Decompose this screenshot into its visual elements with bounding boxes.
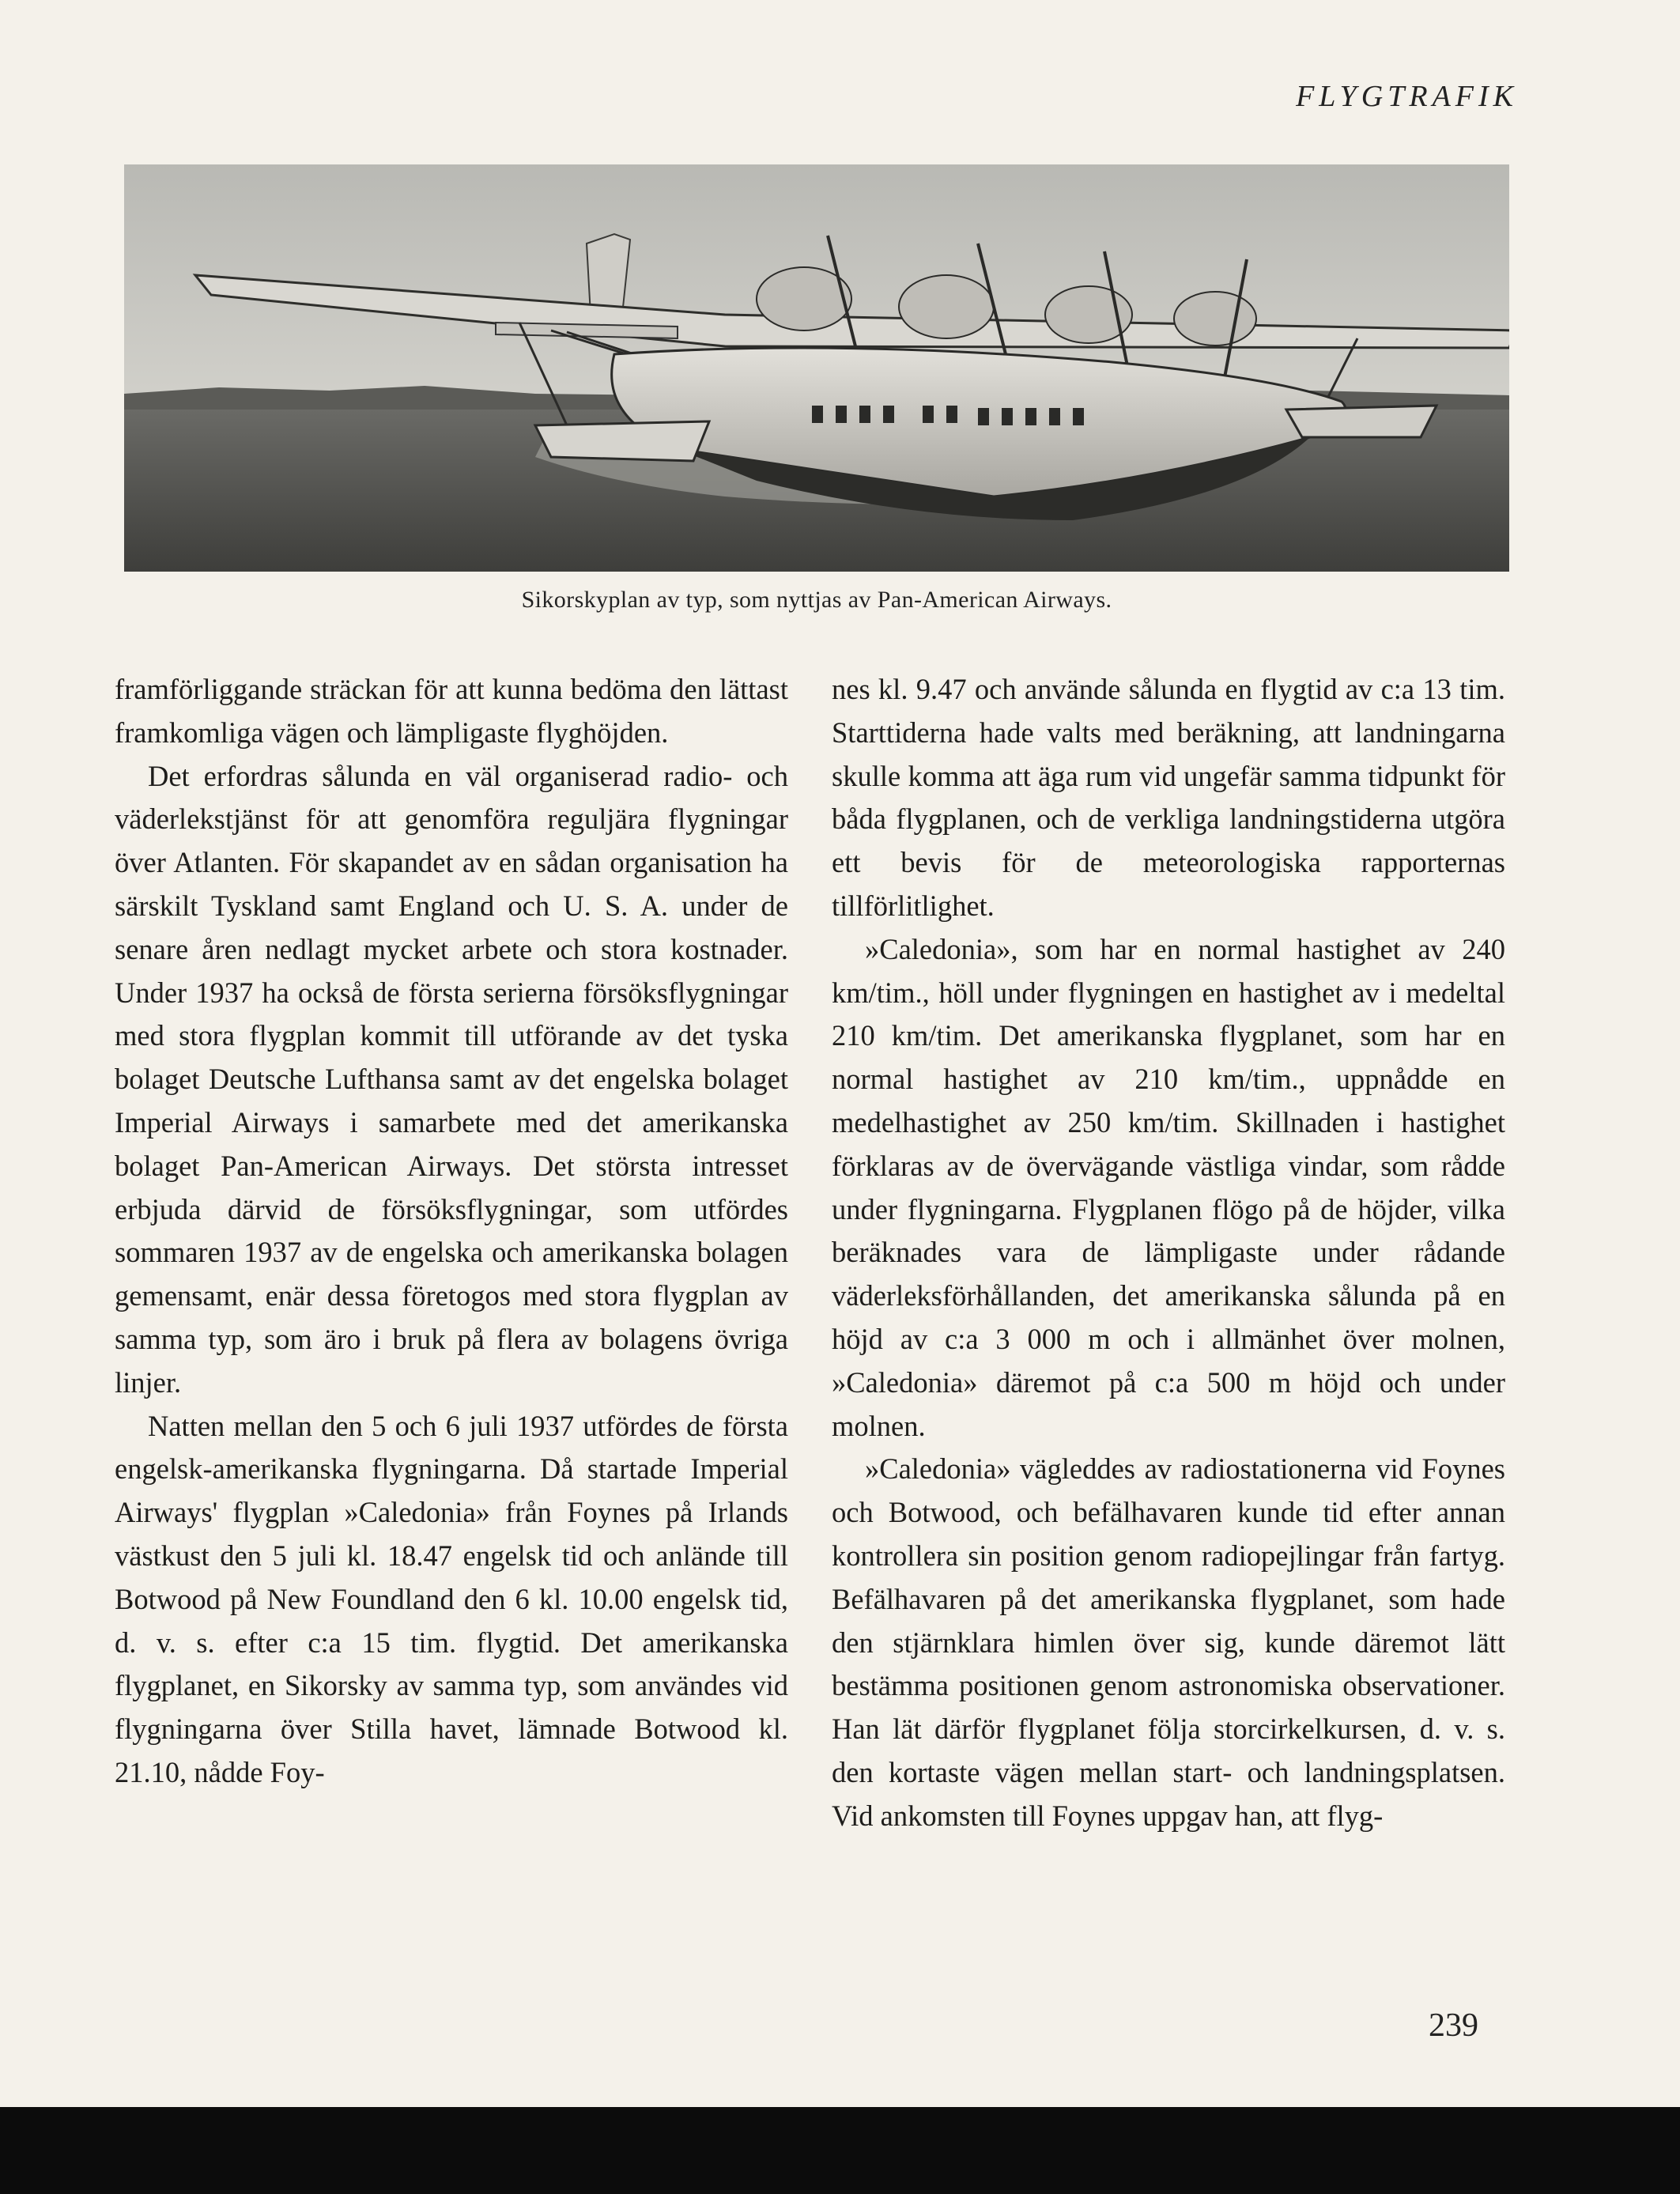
- left-text-column: [115, 668, 788, 1795]
- paragraph: »Caledonia», som har en normal hastighet av 240 km/tim., höll under flygningen en hastighet av i medeltal 210 km/tim. Det amerikanska flygplanet, som har en normal hastighet av 210 km/tim., uppnådde en medelhastighet av 250 km/tim. Skillnaden i hastighet förklaras av de övervägande västliga vindar, som rådde under flygningarna. Flygplanen flögo på de höjder, vilka beräknades vara de lämpligaste under rådande väderleksförhållanden, det amerikanska sålunda på en höjd av c:a 3 000 m och i allmänhet över molnen, »Caledonia» däremot på c:a 500 m höjd och under molnen.: [832, 932, 1505, 1442]
- running-title: FLYGTRAFIK: [1296, 80, 1518, 113]
- paragraph: Natten mellan den 5 och 6 juli 1937 utfördes de första engelsk-amerikanska flygningarna. Då startade Imperial Airways' flygplan »Caledonia» från Foynes på Irlands västkust den 5 juli kl. 18.47 engelsk tid och anlände till Botwood på New Foundland den 6 kl. 10.00 engelsk tid, d. v. s. efter c:a 15 tim. flygtid. Det amerikanska flygplanet, en Sikorsky av samma typ, som användes vid flygningarna över Stilla havet, lämnade Botwood kl. 21.10, nådde Foy-: [115, 1409, 788, 1788]
- paragraph: nes kl. 9.47 och använde sålunda en flygtid av c:a 13 tim. Starttiderna hade valts med beräkning, att landningarna skulle komma att äga rum vid ungefär samma tidpunkt för båda flygplanen, och de verkliga landningstiderna utgöra ett bevis för de meteorologiska rapporternas tillförlitlighet.: [832, 673, 1505, 922]
- paragraph: »Caledonia» vägleddes av radiostationerna vid Foynes och Botwood, och befälhavaren kunde tid efter annan kontrollera sin position genom radiopejlingar från fartyg. Befälhavaren på det amerikanska flygplanet, som hade den stjärnklara himlen över sig, kunde däremot lätt bestämma positionen genom astronomiska observationer. Han lät därför flygplanet följa storcirkelkursen, d. v. s. den kortaste vägen mellan start- och landningsplatsen. Vid ankomsten till Foynes uppgav han, att flyg-: [832, 1452, 1505, 1832]
- figure-caption: Sikorskyplan av typ, som nyttjas av Pan-American Airways.: [521, 587, 1112, 613]
- paragraph: framförliggande sträckan för att kunna bedöma den lättast framkomliga vägen och lämpligaste flyghöjden.: [115, 673, 788, 749]
- sikorsky-flying-boat-photo: [124, 164, 1509, 572]
- scan-border: [0, 2107, 1680, 2194]
- right-text-column: [832, 668, 1505, 1838]
- page-number: 239: [1429, 2007, 1478, 2044]
- paragraph: Det erfordras sålunda en väl organiserad radio- och väderlekstjänst för att genomföra reguljära flygningar över Atlanten. För skapandet av en sådan organisation ha särskilt Tyskland samt England och U. S. A. under de senare åren nedlagt mycket arbete och stora kostnader. Under 1937 ha också de första serierna försöksflygningar med stora flygplan kommit till utförande av det tyska bolaget Deutsche Lufthansa samt av det engelska bolaget Imperial Airways i samarbete med det amerikanska bolaget Pan-American Airways. Det största intresset erbjuda därvid de försöksflygningar, som utfördes sommaren 1937 av de engelska och amerikanska bolagen gemensamt, enär dessa företogos med stora flygplan av samma typ, som äro i bruk på flera av bolagens övriga linjer.: [115, 759, 788, 1399]
